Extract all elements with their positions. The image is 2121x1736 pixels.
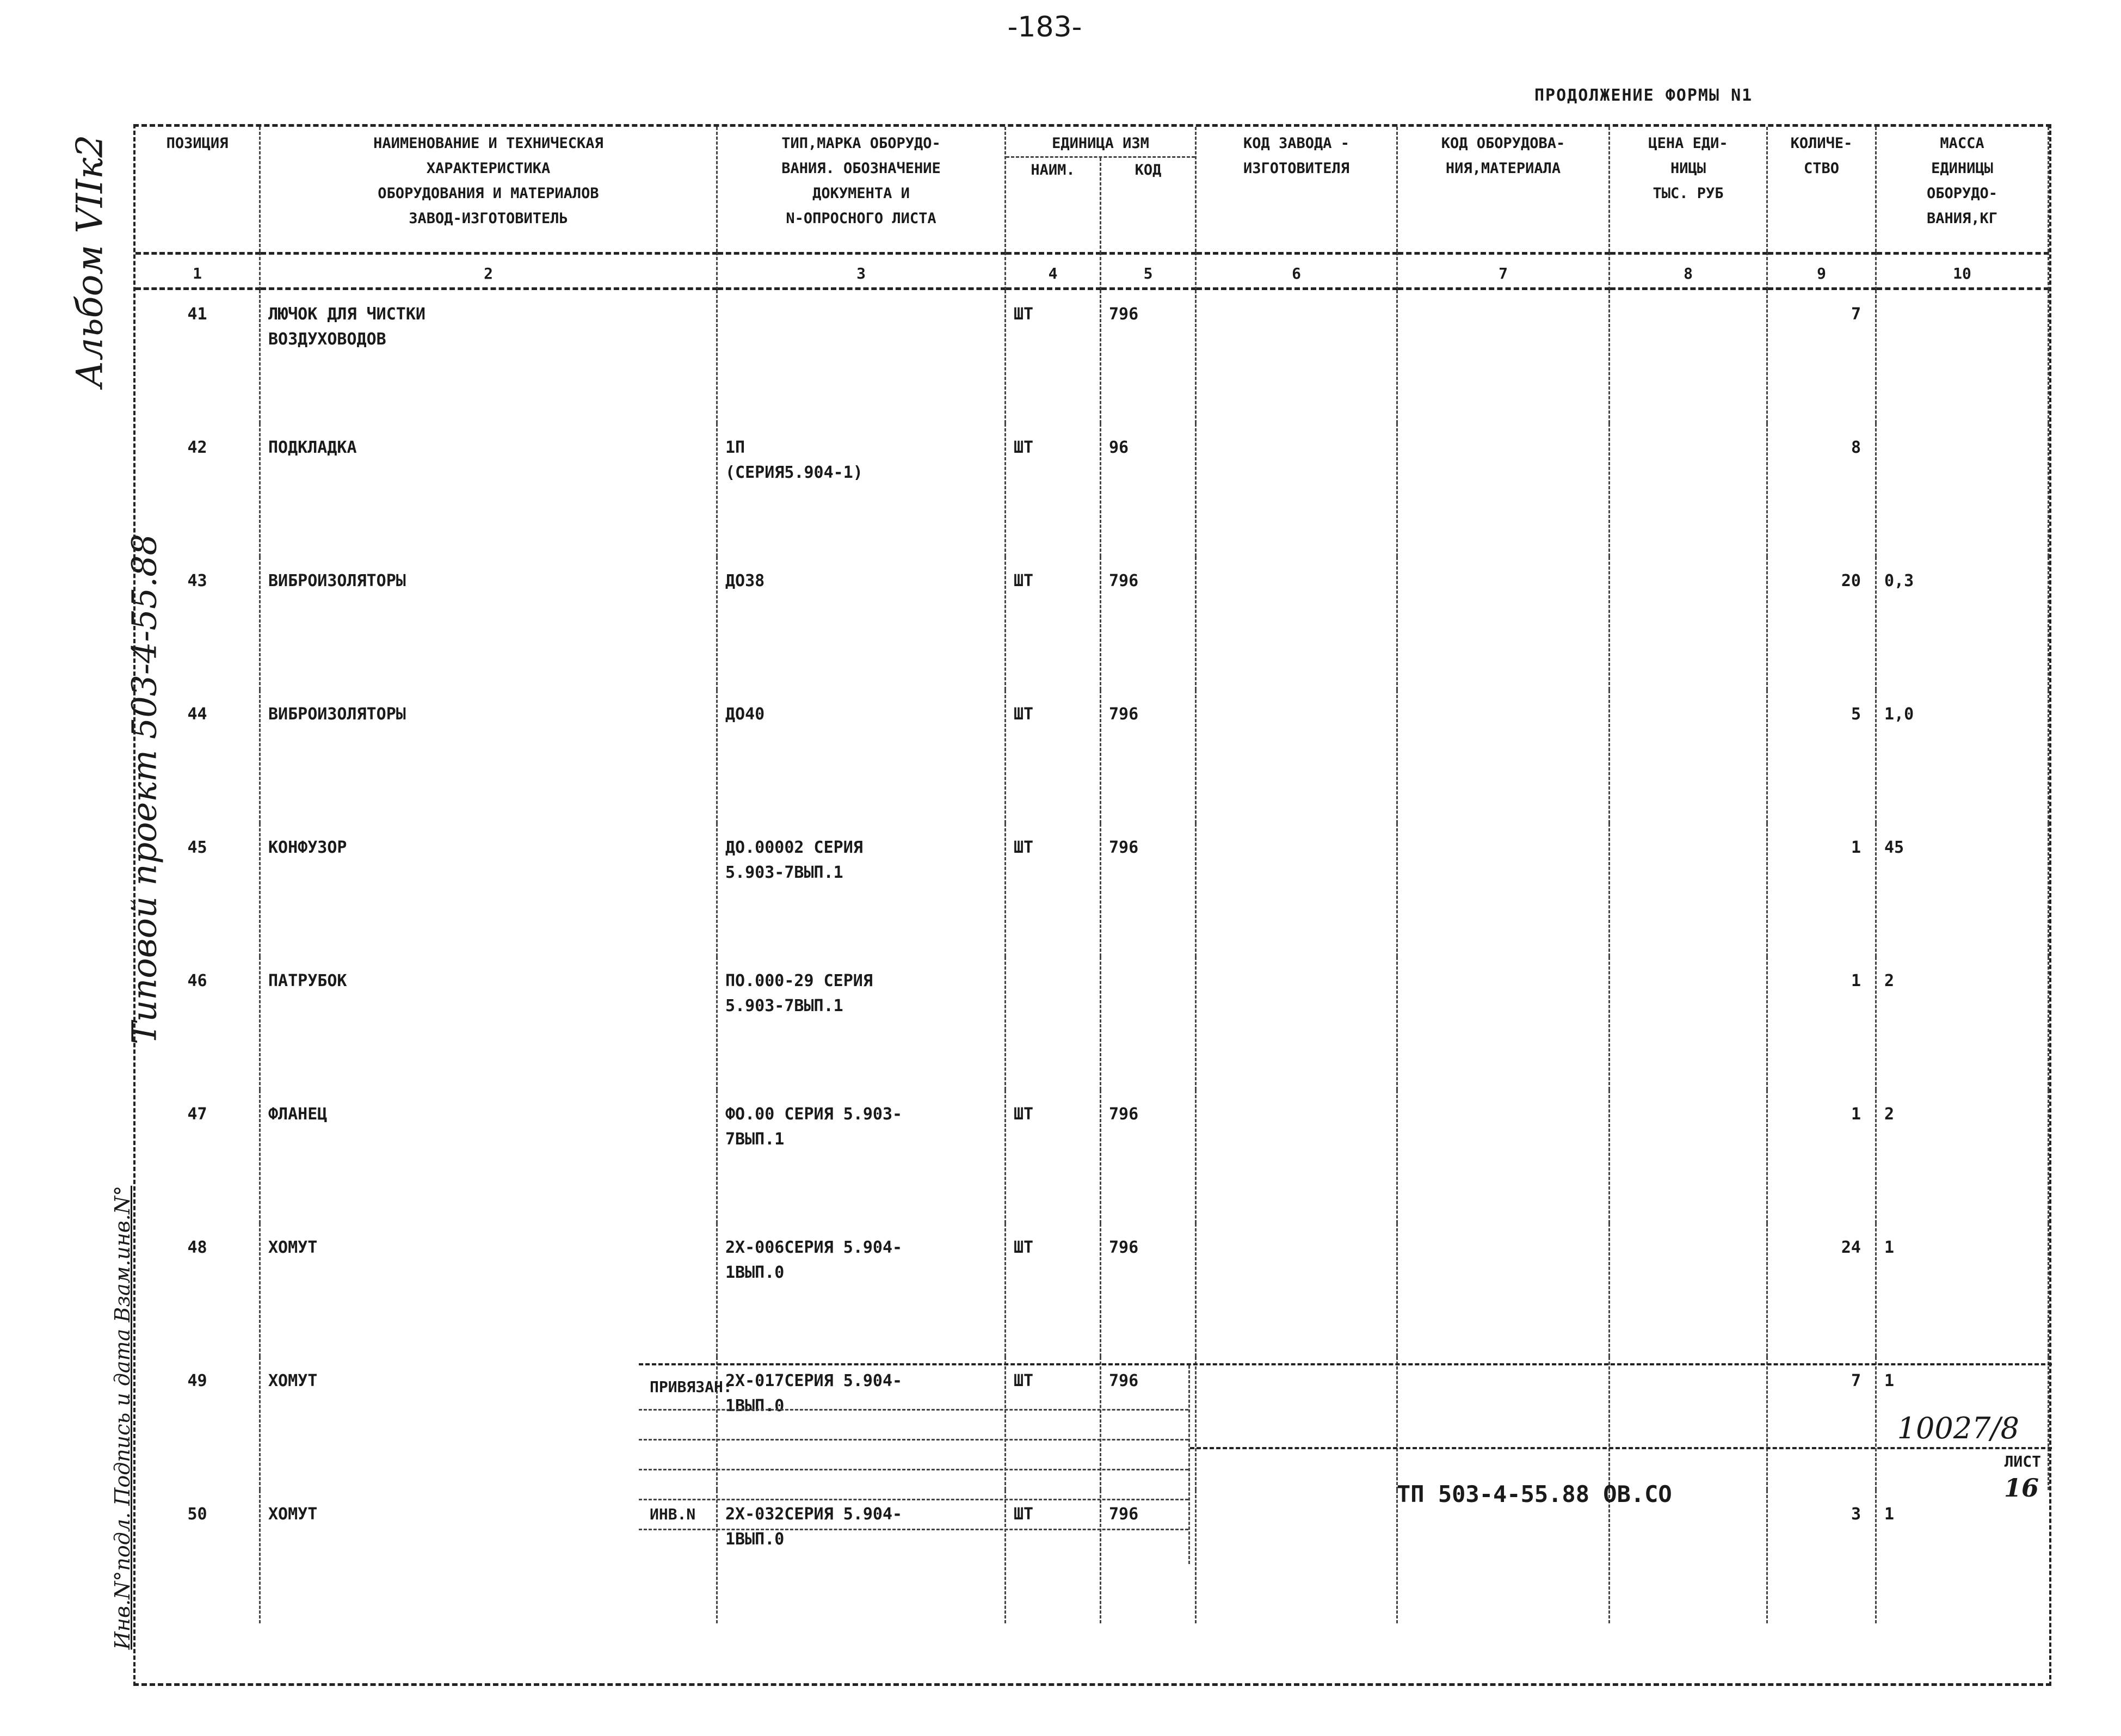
cell-position (135, 557, 261, 690)
cell-unit-code (1101, 1090, 1197, 1223)
cell-unit-code (1101, 557, 1197, 690)
cell-mass (1877, 957, 2049, 1090)
cell-quantity-text: 1 (1851, 971, 1861, 990)
cell-position (135, 1090, 261, 1223)
cell-name-text: ПАТРУБОК (268, 971, 347, 990)
header-mass: МАССА ЕДИНИЦЫ ОБОРУДО- ВАНИЯ,КГ (1877, 127, 2049, 252)
cell-equipment-code (1398, 290, 1610, 423)
cell-unit-name-text: ШТ (1014, 838, 1034, 857)
header-unit-code: КОД (1135, 162, 1162, 178)
column-number: 7 (1398, 252, 1610, 290)
cell-unit-name (1006, 1090, 1101, 1223)
cell-factory-code (1197, 1090, 1398, 1223)
cell-quantity-text: 20 (1841, 571, 1861, 590)
header-position: ПОЗИЦИЯ (135, 127, 261, 252)
sheet-number: 16 (2003, 1473, 2039, 1503)
cell-unit-code-text: 796 (1109, 838, 1139, 857)
cell-price (1610, 1090, 1768, 1223)
cell-unit-code-text: 796 (1109, 1371, 1139, 1390)
cell-mass-text: 1,0 (1884, 705, 1914, 724)
cell-unit-code-text: 796 (1109, 571, 1139, 590)
cell-name-text: ХОМУТ (268, 1505, 318, 1524)
header-price: ЦЕНА ЕДИ- НИЦЫ ТЫС. РУБ (1610, 127, 1768, 252)
cell-position (135, 1490, 261, 1623)
cell-equipment-code (1398, 557, 1610, 690)
cell-unit-name (1006, 1223, 1101, 1357)
header-quantity: КОЛИЧЕ- СТВО (1768, 127, 1877, 252)
cell-quantity (1768, 823, 1877, 957)
cell-position (135, 1357, 261, 1490)
cell-type-text: 1ВЫП.0 (725, 1263, 785, 1282)
cell-factory-code (1197, 1223, 1398, 1357)
cell-name-text: ПОДКЛАДКА (268, 438, 357, 457)
cell-price (1610, 423, 1768, 557)
cell-quantity (1768, 690, 1877, 823)
cell-factory-code (1197, 423, 1398, 557)
cell-type-text: 1П (725, 438, 745, 457)
column-number: 4 (1006, 252, 1101, 290)
cell-name (261, 290, 718, 423)
document-code: ТП 503-4-55.88 ОВ.СО (1397, 1481, 1672, 1507)
cell-type-text: (СЕРИЯ5.904-1) (725, 463, 863, 482)
cell-unit-code-text: 796 (1109, 1505, 1139, 1524)
cell-name-text: ВОЗДУХОВОДОВ (268, 330, 386, 349)
cell-position-text: 49 (187, 1371, 207, 1390)
cell-mass (1877, 423, 2049, 557)
cell-equipment-code (1398, 423, 1610, 557)
inventory-label: ИНВ.N (639, 1500, 1188, 1530)
cell-unit-code (1101, 690, 1197, 823)
cell-position-text: 41 (187, 305, 207, 324)
margin-album-note (68, 87, 112, 435)
cell-quantity-text: 3 (1851, 1505, 1861, 1524)
cell-name-text: ВИБРОИЗОЛЯТОРЫ (268, 571, 406, 590)
cell-mass (1877, 1223, 2049, 1357)
cell-type-text: 1ВЫП.0 (725, 1530, 785, 1549)
header-equipment-code: КОД ОБОРУДОВА- НИЯ,МАТЕРИАЛА (1398, 127, 1610, 252)
cell-name (261, 557, 718, 690)
cell-mass-text: 2 (1884, 971, 1895, 990)
cell-unit-code (1101, 290, 1197, 423)
cell-name-text: ХОМУТ (268, 1238, 318, 1257)
page-number: -183- (1007, 11, 1082, 44)
title-block-left (639, 1365, 1190, 1564)
cell-position-text: 42 (187, 438, 207, 457)
cell-name-text: КОНФУЗОР (268, 838, 347, 857)
cell-type-text: ДО40 (725, 705, 765, 724)
cell-quantity (1768, 557, 1877, 690)
cell-mass (1877, 290, 2049, 423)
cell-quantity (1768, 957, 1877, 1090)
column-number: 3 (718, 252, 1006, 290)
cell-factory-code (1197, 823, 1398, 957)
cell-mass-text: 1 (1884, 1238, 1895, 1257)
cell-quantity (1768, 290, 1877, 423)
cell-name-text: ХОМУТ (268, 1371, 318, 1390)
cell-equipment-code (1398, 823, 1610, 957)
cell-unit-code (1101, 823, 1197, 957)
cell-unit-code-text: 796 (1109, 1105, 1139, 1124)
header-unit-group (1006, 127, 1197, 252)
cell-quantity-text: 24 (1841, 1238, 1861, 1257)
cell-mass-text: 2 (1884, 1105, 1895, 1124)
cell-unit-name (1006, 690, 1101, 823)
cell-quantity (1768, 1223, 1877, 1357)
header-unit: ЕДИНИЦА ИЗМ (1006, 127, 1195, 158)
cell-factory-code (1197, 557, 1398, 690)
cell-type-text: 2Х-032СЕРИЯ 5.904- (725, 1505, 903, 1524)
cell-name (261, 1223, 718, 1357)
cell-name (261, 823, 718, 957)
specification-sheet (133, 124, 2051, 1686)
cell-price (1610, 690, 1768, 823)
cell-unit-name-text: ШТ (1014, 1238, 1034, 1257)
cell-unit-name (1006, 557, 1101, 690)
cell-unit-code (1101, 1223, 1197, 1357)
header-name: НАИМЕНОВАНИЕ И ТЕХНИЧЕСКАЯ ХАРАКТЕРИСТИКА ОБОРУДОВАНИЯ И МАТЕРИАЛОВ ЗАВОД-ИЗГОТОВИТЕЛЬ (261, 127, 718, 252)
cell-unit-name (1006, 957, 1101, 1090)
margin-stamp-text: Инв.N°подл. Подпись и дата Взам.инв.N° (110, 1185, 134, 1650)
form-continuation-label: ПРОДОЛЖЕНИЕ ФОРМЫ N1 (1534, 86, 1753, 105)
cell-position (135, 1223, 261, 1357)
cell-unit-code-text: 96 (1109, 438, 1129, 457)
cell-equipment-code (1398, 690, 1610, 823)
cell-unit-name-text: ШТ (1014, 305, 1034, 324)
cell-factory-code (1197, 290, 1398, 423)
cell-position-text: 43 (187, 571, 207, 590)
cell-type (718, 557, 1006, 690)
column-number: 6 (1197, 252, 1398, 290)
cell-unit-name-text: ШТ (1014, 438, 1034, 457)
cell-quantity (1768, 423, 1877, 557)
cell-price (1610, 957, 1768, 1090)
cell-unit-name (1006, 290, 1101, 423)
cell-quantity-text: 7 (1851, 1371, 1861, 1390)
cell-quantity-text: 5 (1851, 705, 1861, 724)
cell-mass (1877, 1090, 2049, 1223)
header-unit-name: НАИМ. (1006, 158, 1101, 254)
cell-price (1610, 290, 1768, 423)
cell-type-text: 5.903-7ВЫП.1 (725, 863, 843, 882)
cell-type-text: ПО.000-29 СЕРИЯ (725, 971, 873, 990)
cell-name-text: ВИБРОИЗОЛЯТОРЫ (268, 705, 406, 724)
cell-price (1610, 823, 1768, 957)
column-number: 10 (1877, 252, 2049, 290)
cell-type-text: ДО38 (725, 571, 765, 590)
cell-unit-code-text: 796 (1109, 305, 1139, 324)
cell-quantity-text: 7 (1851, 305, 1861, 324)
cell-unit-code-text: 796 (1109, 1238, 1139, 1257)
cell-quantity-text: 8 (1851, 438, 1861, 457)
cell-factory-code (1197, 690, 1398, 823)
stamp-row-empty (639, 1411, 1188, 1440)
cell-equipment-code (1398, 1223, 1610, 1357)
cell-quantity-text: 1 (1851, 838, 1861, 857)
header-factory-code: КОД ЗАВОДА - ИЗГОТОВИТЕЛЯ (1197, 127, 1398, 252)
cell-type (718, 823, 1006, 957)
column-number: 2 (261, 252, 718, 290)
handwritten-number: 10027/8 (1897, 1411, 2019, 1445)
cell-type (718, 1090, 1006, 1223)
cell-type (718, 690, 1006, 823)
cell-type (718, 1223, 1006, 1357)
cell-unit-name (1006, 823, 1101, 957)
column-number: 9 (1768, 252, 1877, 290)
title-block (639, 1363, 2052, 1564)
cell-unit-name-text: ШТ (1014, 1505, 1034, 1524)
cell-position (135, 290, 261, 423)
cell-mass-text: 45 (1884, 838, 1904, 857)
column-number: 5 (1101, 252, 1197, 290)
cell-unit-name-text: ШТ (1014, 1105, 1034, 1124)
margin-project-text: Типовой проект 503-4-55.88 (124, 534, 164, 1044)
cell-position-text: 46 (187, 971, 207, 990)
cell-name (261, 690, 718, 823)
cell-unit-name-text: ШТ (1014, 705, 1034, 724)
cell-position-text: 44 (187, 705, 207, 724)
title-block-right (1190, 1447, 2052, 1564)
cell-mass (1877, 823, 2049, 957)
cell-type-text: ФО.00 СЕРИЯ 5.903- (725, 1105, 903, 1124)
cell-unit-name-text: ШТ (1014, 571, 1034, 590)
cell-mass-text: 1 (1884, 1505, 1895, 1524)
cell-price (1610, 557, 1768, 690)
cell-name (261, 1090, 718, 1223)
cell-type-text: 7ВЫП.1 (725, 1130, 785, 1149)
cell-unit-name (1006, 423, 1101, 557)
cell-type (718, 423, 1006, 557)
cell-unit-code (1101, 957, 1197, 1090)
stamp-row-empty (639, 1440, 1188, 1470)
cell-unit-code-text: 796 (1109, 705, 1139, 724)
cell-unit-name-text: ШТ (1014, 1371, 1034, 1390)
cell-type-text: 2Х-017СЕРИЯ 5.904- (725, 1371, 903, 1390)
cell-name-text: ЛЮЧОК ДЛЯ ЧИСТКИ (268, 305, 426, 324)
cell-type-text: 2Х-006СЕРИЯ 5.904- (725, 1238, 903, 1257)
cell-position (135, 423, 261, 557)
cell-type-text: 1ВЫП.0 (725, 1396, 785, 1415)
cell-type (718, 957, 1006, 1090)
header-type: ТИП,МАРКА ОБОРУДО- ВАНИЯ. ОБОЗНАЧЕНИЕ ДОКУМЕНТА И N-ОПРОСНОГО ЛИСТА (718, 127, 1006, 252)
cell-mass-text: 0,3 (1884, 571, 1914, 590)
cell-equipment-code (1398, 1090, 1610, 1223)
attached-label: ПРИВЯЗАН: (639, 1365, 1188, 1411)
cell-position-text: 50 (187, 1505, 207, 1524)
cell-name (261, 957, 718, 1090)
cell-mass (1877, 690, 2049, 823)
sheet-label: ЛИСТ (2004, 1452, 2041, 1470)
cell-name (261, 423, 718, 557)
cell-quantity (1768, 1090, 1877, 1223)
cell-factory-code (1197, 957, 1398, 1090)
cell-mass (1877, 557, 2049, 690)
cell-equipment-code (1398, 957, 1610, 1090)
cell-position (135, 957, 261, 1090)
cell-type (718, 290, 1006, 423)
cell-position-text: 47 (187, 1105, 207, 1124)
column-number: 1 (135, 252, 261, 290)
margin-album-text: Альбом VIIк2 (69, 134, 111, 388)
cell-price (1610, 1223, 1768, 1357)
cell-mass-text: 1 (1884, 1371, 1895, 1390)
cell-position (135, 823, 261, 957)
cell-position-text: 45 (187, 838, 207, 857)
cell-position (135, 690, 261, 823)
cell-type-text: 5.903-7ВЫП.1 (725, 996, 843, 1015)
cell-unit-code (1101, 423, 1197, 557)
cell-type-text: ДО.00002 СЕРИЯ (725, 838, 863, 857)
cell-quantity-text: 1 (1851, 1105, 1861, 1124)
stamp-row-empty (639, 1470, 1188, 1500)
cell-position-text: 48 (187, 1238, 207, 1257)
column-number: 8 (1610, 252, 1768, 290)
cell-name-text: ФЛАНЕЦ (268, 1105, 328, 1124)
